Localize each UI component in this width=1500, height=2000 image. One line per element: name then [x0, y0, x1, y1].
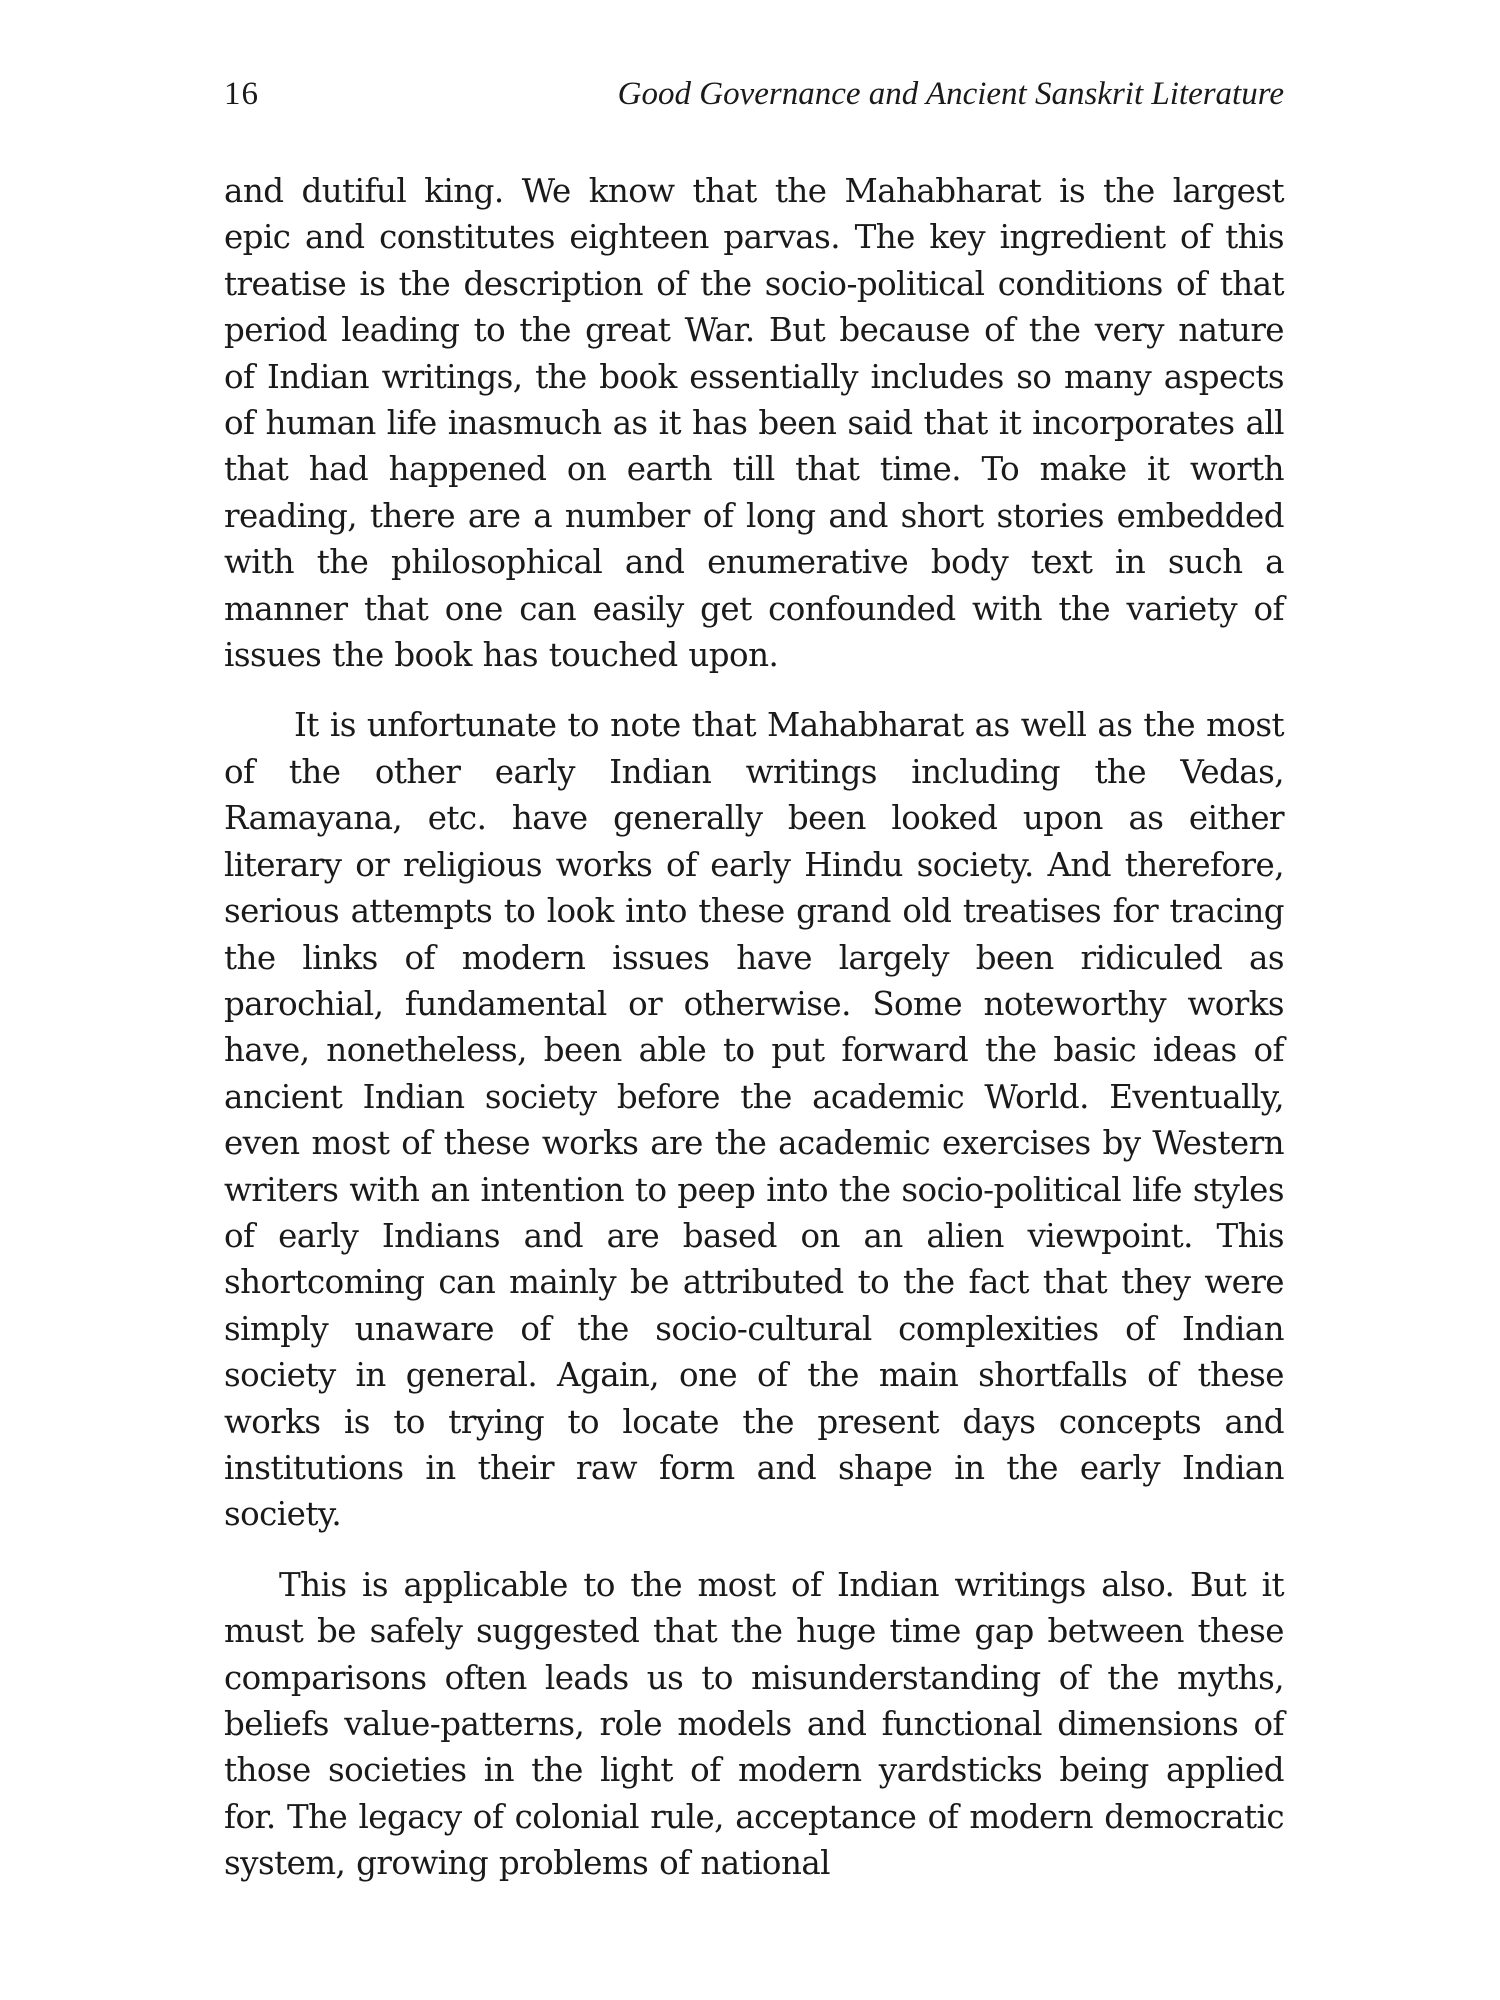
book-title: Good Governance and Ancient Sanskrit Literature — [617, 76, 1284, 112]
page-number: 16 — [224, 76, 259, 112]
paragraph-continued: and dutiful king. We know that the Mahabharat is the largest epic and constitutes eighteen parvas. The key ingredient of this treatise is the description of the socio-political conditions of that period leading to the great War. But because of the very nature of Indian writings, the book essentially includes so many aspects of human life inasmuch as it has been said that it incorporates all that had happened on earth till that time. To make it worth reading, there are a number of long and short stories embedded with the philosophical and enumerative body text in such a manner that one can easily get confounded with the variety of issues the book has touched upon. — [224, 172, 1284, 675]
body-text — [224, 168, 1284, 1887]
paragraph: It is unfortunate to note that Mahabharat as well as the most of the other early Indian writings including the Vedas, Ramayana, etc. have generally been looked upon as either literary or religious works of early Hindu society. And therefore, serious attempts to look into these grand old treatises for tracing the links of modern issues have largely been ridiculed as parochial, fundamental or otherwise. Some noteworthy works have, nonetheless, been able to put forward the basic ideas of ancient Indian society before the academic World. Eventually, even most of these works are the academic exercises by Western writers with an intention to peep into the socio-political life styles of early Indians and are based on an alien viewpoint. This shortcoming can mainly be attributed to the fact that they were simply unaware of the socio-cultural complexities of Indian society in general. Again, one of the main shortfalls of these works is to trying to locate the present days concepts and institutions in their raw form and shape in the early Indian society. — [224, 706, 1284, 1534]
paragraph: This is applicable to the most of Indian writings also. But it must be safely suggested that the huge time gap between these comparisons often leads us to misunderstanding of the myths, beliefs value-patterns, role models and functional dimensions of those societies in the light of modern yardsticks being applied for. The legacy of colonial rule, acceptance of modern democratic system, growing problems of national — [224, 1565, 1284, 1883]
running-head — [224, 76, 1284, 126]
